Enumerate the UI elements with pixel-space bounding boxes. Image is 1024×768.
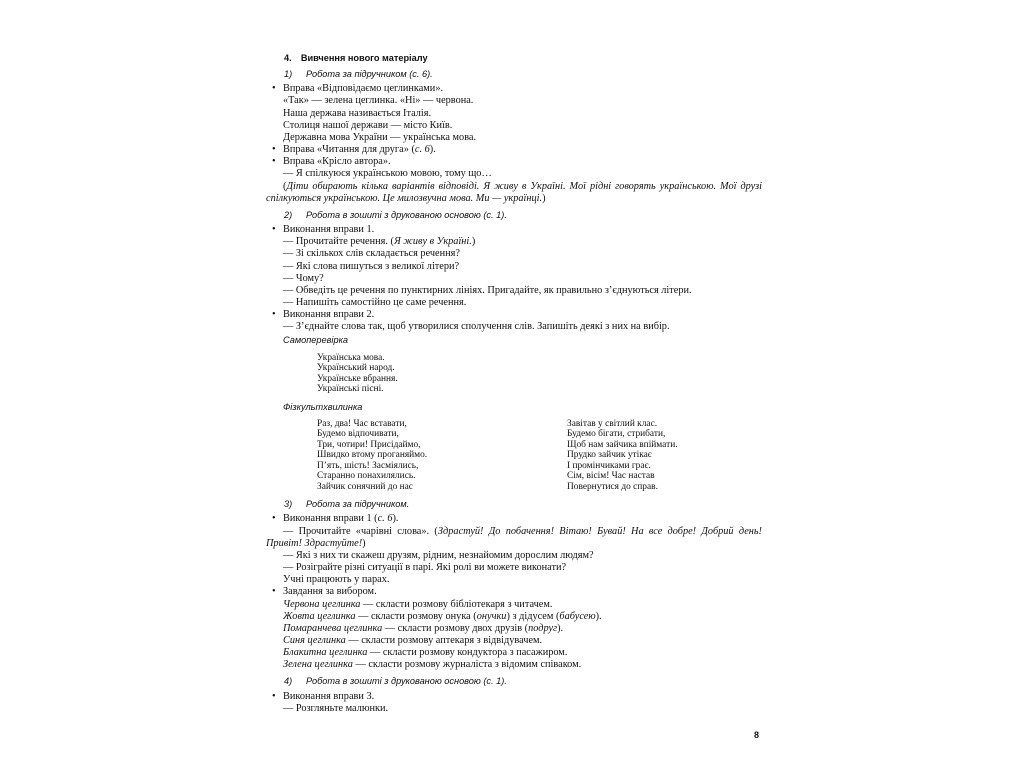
task-text: — скласти розмову журналіста з відомим співаком. [352, 659, 582, 671]
poem-line: І промінчиками грає. [567, 460, 651, 471]
brick-task-line [266, 599, 762, 611]
section-heading: 4. Вивчення нового матеріалу [284, 53, 428, 63]
text-line: — Напишіть самостійно це саме речення. [283, 296, 467, 308]
brick-color-label: Зелена цеглинка [283, 659, 353, 671]
text-line: — Прочитайте речення. (Я живу в Україні.) [283, 236, 476, 248]
brick-color-label: Синя цеглинка [283, 634, 346, 646]
task-text: — скласти розмову аптекаря з відвідувачем. [345, 634, 543, 646]
task-text: ) з дідусем ( [506, 610, 560, 622]
bullet-exercise-bricks: • Вправа «Відповідаємо цеглинками». [266, 83, 762, 95]
magic-words-paragraph: — Прочитайте «чарівні слова». (Здрастуй! До побачення! Вітаю! Бувай! На все добре! Добрий день! Привіт! Здрастуйте!) [266, 525, 762, 549]
text-line: Державна мова України — українська мова. [283, 131, 477, 143]
bullet-exercise-1-textbook: • Виконання вправи 1 (с. 6). [266, 513, 762, 525]
subsection-2-heading: 2) Робота в зошиті з друкованою основою (с. 1). [284, 209, 507, 220]
sample-line: Український народ. [317, 363, 395, 374]
poem-column-right [567, 419, 678, 493]
fizkult-poem [266, 419, 762, 493]
brick-color-label: Червона цеглинка [283, 598, 361, 610]
bullet-exercise-2: • Виконання вправи 2. [266, 309, 762, 321]
brick-task-line [266, 611, 762, 623]
text-line: — Розіграйте різні ситуації в парі. Які ролі ви можете виконати? [283, 562, 567, 574]
task-text: ). [595, 610, 602, 622]
poem-line: Три, чотири! Присідаймо, [317, 439, 421, 450]
bullet-exercise-1: • Виконання вправи 1. [266, 224, 762, 236]
poem-line: Завітав у світлий клас. [567, 418, 658, 429]
brick-color-label: Жовта цеглинка [283, 610, 356, 622]
bullet-exercise-3: • Виконання вправи 3. [266, 691, 762, 703]
poem-line: Повернутися до справ. [567, 481, 658, 492]
brick-task-list [266, 599, 762, 672]
poem-column-left [317, 419, 567, 493]
subsection-3-heading: 3) Робота за підручником. [284, 499, 410, 510]
task-text: ). [557, 622, 564, 634]
text-line: — Я спілкуюся українською мовою, тому що… [283, 168, 492, 180]
brick-task-line [266, 647, 762, 659]
text-line: — Чому? [283, 272, 324, 284]
poem-line: Будемо бігати, стрибати, [567, 429, 666, 440]
document-page [266, 50, 762, 715]
text-line: — Які слова пишуться з великої літери? [283, 260, 460, 272]
fizkult-caption: Фізкультхвилинка [283, 401, 363, 412]
task-text: — скласти розмову двох друзів ( [382, 622, 529, 634]
text-line: «Так» — зелена цеглинка. «Ні» — червона. [283, 95, 474, 107]
poem-line: Щоб нам зайчика впіймати. [567, 439, 678, 450]
poem-line: П’ять, шість! Засміялись, [317, 460, 419, 471]
poem-line: Раз, два! Час вставати, [317, 418, 407, 429]
text-line: — Які з них ти скажеш друзям, рідним, незнайомим дорослим людям? [283, 549, 594, 561]
brick-color-label: Помаранчева цеглинка [283, 622, 383, 634]
subsection-1-heading: 1) Робота за підручником (с. 6). [284, 69, 433, 80]
text-line: Наша держава називається Італія. [283, 107, 432, 119]
selfcheck-caption: Самоперевірка [283, 335, 349, 346]
page-number: 8 [754, 730, 760, 740]
sample-line: Українська мова. [317, 352, 385, 363]
poem-line: Старанно понахилялись. [317, 471, 416, 482]
text-line: Учні працюють у парах. [283, 574, 390, 586]
task-text: бабусею [559, 610, 596, 622]
brick-task-line [266, 659, 762, 671]
poem-line: Будемо відпочивати, [317, 429, 399, 440]
task-text: подруг [528, 622, 558, 634]
poem-line: Прудко зайчик утікає [567, 450, 652, 461]
poem-line: Швидко втому проганяймо. [317, 450, 428, 461]
text-line: — Зі скількох слів складається речення? [283, 248, 460, 260]
task-text: — скласти розмову бібліотекаря з читачем. [360, 598, 553, 610]
bullet-exercise-author-chair: • Вправа «Крісло автора». [266, 156, 762, 168]
poem-line: Зайчик сонячний до нас [317, 481, 413, 492]
sample-line: Українські пісні. [317, 384, 384, 395]
text-line: — Розгляньте малюнки. [283, 702, 389, 714]
brick-task-line [266, 623, 762, 635]
subsection-4-heading: 4) Робота в зошиті з друкованою основою (с. 1). [284, 676, 507, 687]
selfcheck-sample [266, 353, 762, 395]
text-line: Столиця нашої держави — місто Київ. [283, 119, 453, 131]
task-text: — скласти розмову онука ( [355, 610, 477, 622]
sample-line: Українське вбрання. [317, 373, 398, 384]
task-text: — скласти розмову кондуктора з пасажиром. [367, 647, 568, 659]
answers-paragraph: (Діти обирають кілька варіантів відповіді. Я живу в Україні. Мої рідні говорять українською. Мої друзі спілкуються українською. Це милозвучна мова. Ми — українці.) [266, 180, 762, 204]
poem-line: Сім, вісім! Час настав [567, 471, 655, 482]
brick-color-label: Блакитна цеглинка [283, 647, 368, 659]
task-text: онучки [476, 610, 507, 622]
text-line: — З’єднайте слова так, щоб утворилися сполучення слів. Запишіть деякі з них на вибір. [283, 321, 670, 333]
text-line: — Обведіть це речення по пунктирних лініях. Пригадайте, як правильно з’єднуються літери. [283, 284, 692, 296]
brick-task-line [266, 635, 762, 647]
bullet-choice-task: • Завдання за вибором. [266, 586, 762, 598]
bullet-exercise-reading: • Вправа «Читання для друга» (с. 6). [266, 144, 762, 156]
